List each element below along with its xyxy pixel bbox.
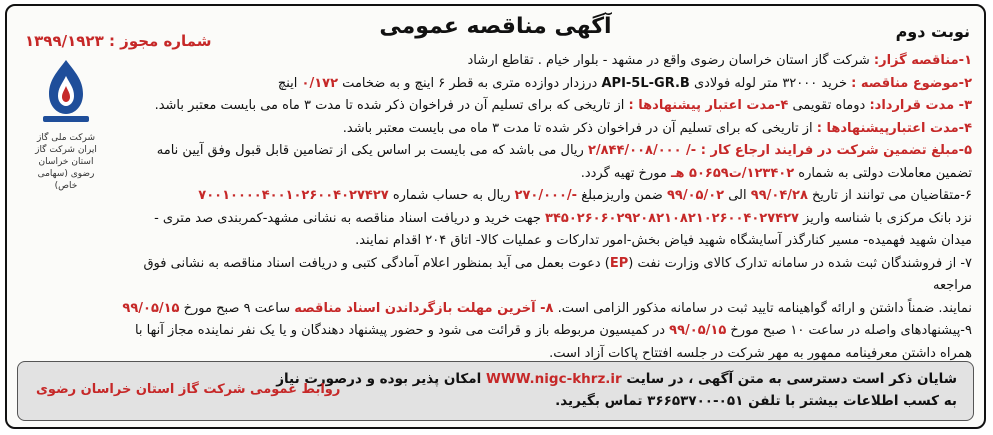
guarantee-label: ۵-مبلغ تضمین شرکت در فرایند ارجاع کار :: [700, 143, 972, 158]
line-deadline: [112, 298, 972, 321]
line-guarantee-regulation: [112, 163, 972, 186]
validity-text: از تاریخی که برای تسلیم آن در فراخوان ذکر شده تا مدت ۳ ماه می بایست معتبر باشد.: [342, 120, 817, 136]
subject-text-b: درزدار دوازده متری به قطر ۶ اینچ و به ضخامت: [338, 75, 602, 91]
footer-text-c: به کسب اطلاعات بیشتر با تلفن: [743, 393, 957, 409]
nigc-logo-icon: [35, 56, 97, 126]
subject-text-a: خرید ۳۲۰۰۰ متر لوله فولادی: [689, 75, 852, 91]
vendors-text-b: ) دعوت بعمل می آید بمنظور اعلام آمادگی کتبی و دریافت اسناد مناقصه به نشانی فوق مراجعه: [143, 255, 972, 293]
footer-info: [237, 368, 957, 412]
notice-title: آگهی مناقصه عمومی: [379, 14, 612, 39]
vendors-text-a: ۷- از فروشندگان ثبت شده در سامانه تدارک کالای وزارت نفت (: [628, 255, 972, 271]
tenderer-text: شرکت گاز استان خراسان رضوی واقع در مشهد - بلوار خیام . تقاطع ارشاد: [467, 53, 874, 68]
tender-notice: [5, 4, 986, 429]
account-number: ۷۰۰۱۰۰۰۰۴۰۰۱۰۲۶۰۰۴۰۲۷۴۲۷: [198, 188, 389, 203]
company-logo: [27, 56, 105, 206]
opening-date: ۹۹/۰۵/۱۵: [669, 323, 727, 338]
line-validity: [112, 118, 972, 141]
purchase-fee: -/۲۷۰/۰۰۰: [514, 188, 578, 203]
line-payment-id: [112, 208, 972, 231]
subject-label: ۲-موضوع مناقصه :: [851, 75, 972, 91]
vendors-text-c: نمایند. ضمناً داشتن و ارائه گواهینامه تایید ثبت در سامانه مذکور الزامی است.: [553, 300, 972, 316]
line-tenderer: [112, 50, 972, 73]
line-purchase: [112, 185, 972, 208]
notice-header: [7, 10, 984, 50]
opening-text-a: ۹-پیشنهادهای واصله در ساعت ۱۰ صبح مورخ: [726, 323, 972, 338]
purchase-to-date: ۹۹/۰۵/۰۲: [666, 188, 725, 203]
line-address: [112, 230, 972, 253]
opening-text-b: در کمیسیون مربوطه باز و قرائت می شود و حضور پیشنهاد دهندگان و یا یک نفر نماینده مجاز آنها با: [134, 323, 670, 338]
purchase-text-d: ریال به حساب شماره: [388, 188, 515, 203]
line-opening: [112, 320, 972, 343]
regulation-text-b: مورخ تهیه گردد.: [580, 165, 672, 181]
turn-label: نوبت دوم: [895, 22, 970, 41]
notice-body: [112, 50, 972, 365]
validity-text-inline: از تاریخی که برای تسلیم آن در فراخوان ذکر شده تا مدت ۳ ماه می بایست معتبر باشد.: [154, 98, 629, 113]
permit-number: شماره مجوز : ۱۳۹۹/۱۹۲۳: [25, 32, 212, 50]
footer-text-b: امکان پذیر بوده و درصورت نیاز: [276, 371, 486, 387]
address-text: میدان شهید فهمیده- مسیر کنارگذر آسایشگاه شهید فیاض بخش-امور تدارکات و عملیات کالا- اتاق ۲۰۴ اقدام نمایند.: [355, 233, 972, 248]
line-subject: [112, 73, 972, 96]
guarantee-amount: -/ ۲/۸۴۴/۰۰۸/۰۰۰: [587, 143, 701, 158]
payment-text-b: جهت خرید و دریافت اسناد مناقصه به نشانی مشهد-کمربندی صد متری -: [154, 210, 546, 226]
deadline-text: ساعت ۹ صبح مورخ: [179, 300, 295, 316]
logo-caption: شرکت ملی گاز ایران شرکت گاز استان خراسان رضوی (سهامی خاص): [35, 133, 97, 191]
guarantee-text: ریال می باشد که می بایست بر اساس یکی از تضامین قابل قبول وفق آیین نامه: [156, 143, 588, 158]
footer-text-d: تماس بگیرید.: [555, 393, 648, 409]
website-link[interactable]: WWW.nigc-khrz.ir: [485, 371, 622, 387]
notice-footer: [17, 361, 974, 421]
footer-line-1: [237, 368, 957, 390]
line-vendors: [112, 253, 972, 298]
phone-number: ۰۵۱-۳۶۶۵۳۷۰۰: [647, 393, 744, 409]
contract-duration-text: دوماه تقویمی: [788, 98, 870, 113]
validity-label-inline: ۴-مدت اعتبار پیشنهادها :: [628, 98, 789, 113]
purchase-text-c: ضمن واریزمبلغ: [577, 188, 667, 203]
purchase-text-b: الی: [724, 188, 751, 203]
validity-label: ۴-مدت اعتبارپیشنهادها :: [816, 120, 972, 136]
contract-duration-label: ۳- مدت قرارداد:: [869, 98, 972, 113]
payment-text-a: نزد بانک مرکزی با شناسه واریز: [798, 210, 972, 226]
footer-line-2: [237, 390, 957, 412]
tenderer-label: ۱-مناقصه گزار:: [873, 53, 972, 68]
regulation-text-a: تضمین معاملات دولتی به شماره: [794, 165, 972, 181]
line-guarantee: [112, 140, 972, 163]
regulation-number: ۱۲۳۴۰۲/ت۵۰۶۵۹ هـ: [671, 165, 795, 181]
pipe-thickness: ۰/۱۷۲: [301, 75, 339, 91]
public-relations: روابط عمومی شرکت گاز استان خراسان رضوی: [36, 382, 341, 397]
subject-text-c: اینچ: [277, 75, 302, 91]
line-contract-duration: [112, 95, 972, 118]
ep-system: EP: [609, 255, 629, 271]
opening-text-c: همراه داشتن معرفینامه ممهور به مهر شرکت در جلسه افتتاح پاکات آزاد است.: [549, 345, 972, 361]
pipe-spec: API-5L-GR.B: [601, 75, 690, 91]
payment-id: ۳۴۵۰۲۶۰۶۰۲۹۲۰۸۲۱۰۸۲۱۰۲۶۰۰۴۰۲۷۴۲۷: [545, 210, 799, 226]
purchase-text-a: ۶-متقاضیان می توانند از تاریخ: [807, 188, 972, 203]
purchase-from-date: ۹۹/۰۴/۲۸: [750, 188, 808, 203]
deadline-date: ۹۹/۰۵/۱۵: [122, 300, 180, 316]
deadline-label: ۸- آخرین مهلت بازگرداندن اسناد مناقصه: [294, 300, 554, 316]
footer-text-a: شایان ذکر است دسترسی به متن آگهی ، در سایت: [621, 371, 957, 387]
